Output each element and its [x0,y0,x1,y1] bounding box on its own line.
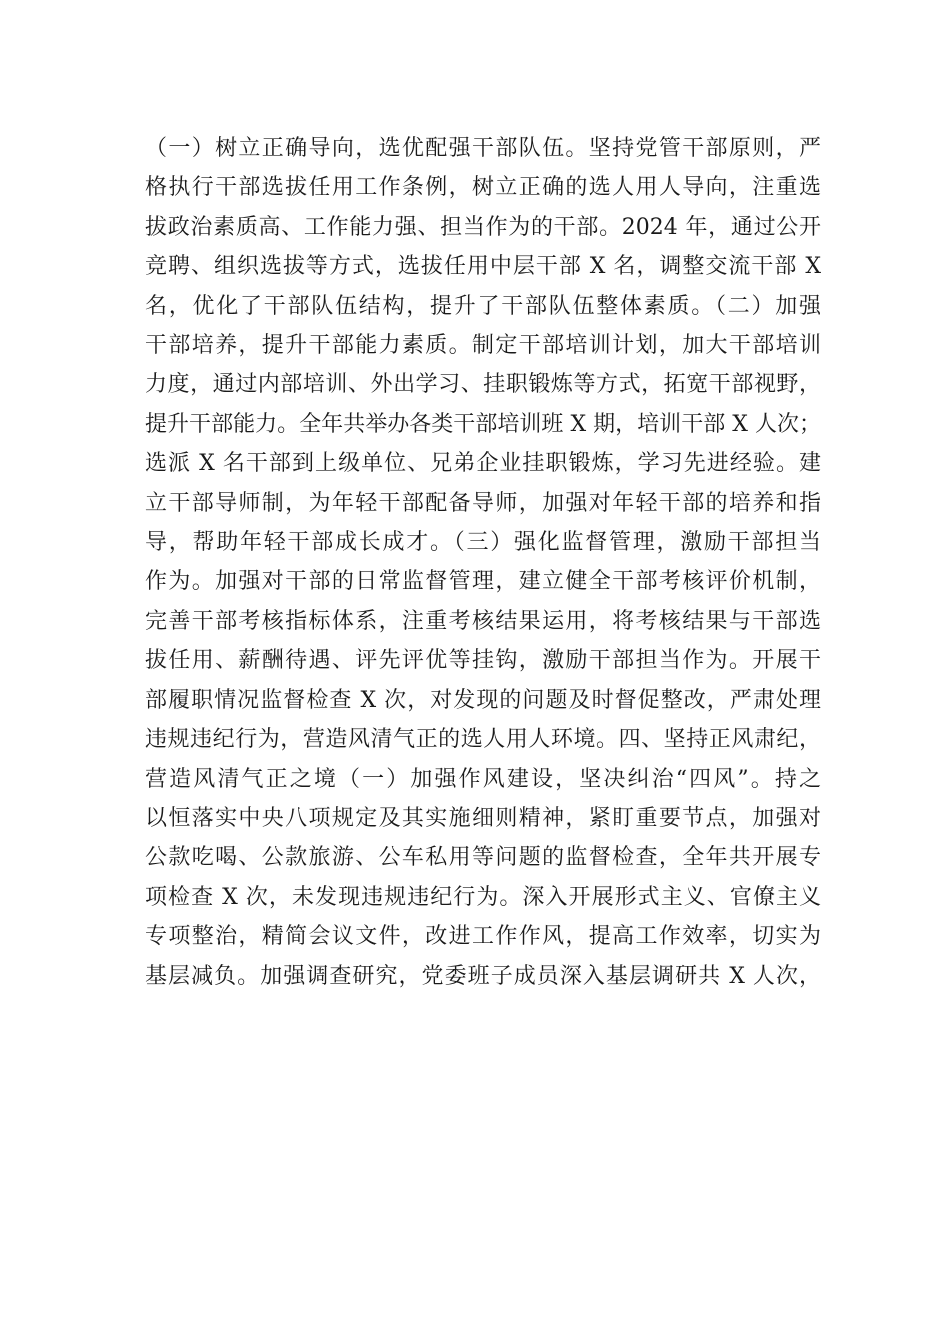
text-line: 竞聘、组织选拔等方式，选拔任用中层干部 X 名，调整交流干部 X [145,254,821,280]
text-line: 提升干部能力。全年共举办各类干部培训班 X 期，培训干部 X 人次； [145,411,821,437]
text-line: 拔任用、薪酬待遇、评先评优等挂钩，激励干部担当作为。开展干 [145,648,821,674]
text-line: 专项整治，精简会议文件，改进工作作风，提高工作效率，切实为 [145,924,821,950]
text-line: 以恒落实中央八项规定及其实施细则精神，紧盯重要节点，加强对 [145,805,821,831]
text-line: 违规违纪行为，营造风清气正的选人用人环境。四、坚持正风肃纪， [145,727,821,753]
text-line: 项检查 X 次，未发现违规违纪行为。深入开展形式主义、官僚主义 [145,884,821,910]
text-line: 完善干部考核指标体系，注重考核结果运用，将考核结果与干部选 [145,608,821,634]
text-line: 部履职情况监督检查 X 次，对发现的问题及时督促整改，严肃处理 [145,687,821,713]
text-line: 公款吃喝、公款旅游、公车私用等问题的监督检查，全年共开展专 [145,845,821,871]
text-line: 干部培养，提升干部能力素质。制定干部培训计划，加大干部培训 [145,333,821,359]
text-line: 营造风清气正之境（一）加强作风建设，坚决纠治“四风”。持之 [145,766,821,792]
body-paragraph [145,129,821,996]
text-line: 作为。加强对干部的日常监督管理，建立健全干部考核评价机制， [145,569,821,595]
text-line: 拔政治素质高、工作能力强、担当作为的干部。2024 年，通过公开 [145,214,821,240]
text-line: 导，帮助年轻干部成长成才。（三）强化监督管理，激励干部担当 [145,530,821,556]
text-line: 立干部导师制，为年轻干部配备导师，加强对年轻干部的培养和指 [145,490,821,516]
text-line: （一）树立正确导向，选优配强干部队伍。坚持党管干部原则，严 [145,136,821,161]
text-line: 基层减负。加强调查研究，党委班子成员深入基层调研共 X 人次， [145,963,821,989]
text-line: 选派 X 名干部到上级单位、兄弟企业挂职锻炼，学习先进经验。建 [145,451,821,477]
text-line: 力度，通过内部培训、外出学习、挂职锻炼等方式，拓宽干部视野， [145,372,821,398]
text-line: 格执行干部选拔任用工作条例，树立正确的选人用人导向，注重选 [145,175,821,201]
text-line: 名，优化了干部队伍结构，提升了干部队伍整体素质。（二）加强 [145,293,821,319]
